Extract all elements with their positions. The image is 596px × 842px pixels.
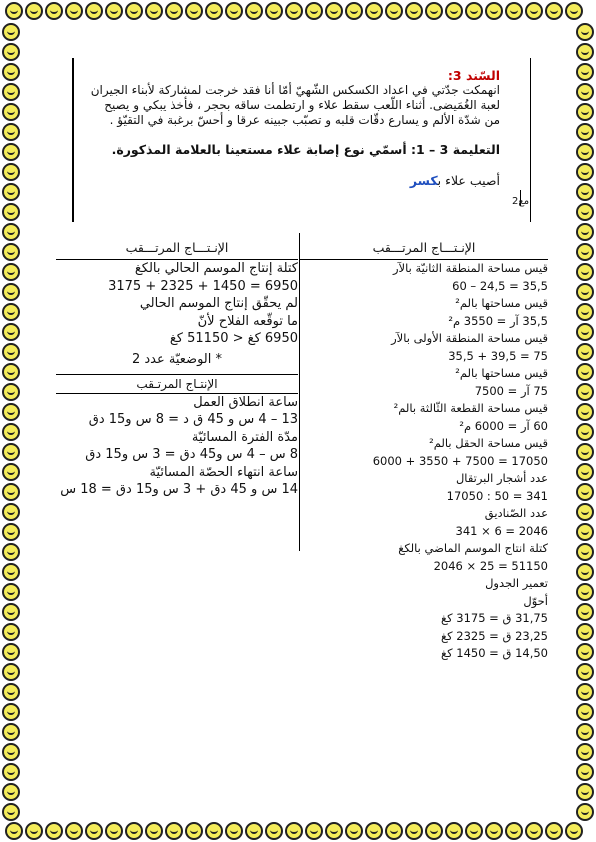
- text-line: 51150 = 25 × 2046: [433, 558, 548, 573]
- text-line: تعمير الجدول: [485, 576, 548, 590]
- smiley-icon: [2, 503, 20, 521]
- smiley-icon: [545, 822, 563, 840]
- smiley-icon: [45, 822, 63, 840]
- smiley-icon: [2, 83, 20, 101]
- smiley-icon: [185, 822, 203, 840]
- smiley-icon: [576, 583, 594, 601]
- text-line: قيس مساحتها بالم²: [455, 296, 548, 310]
- text-line: 31,75 ق = 3175 كغ: [440, 611, 548, 625]
- text-line: 13 – 4 س و 45 ق د = 8 س و15 دق: [88, 412, 298, 427]
- answer-line: [78, 173, 500, 188]
- smiley-icon: [576, 623, 594, 641]
- column-divider: [299, 233, 300, 551]
- smiley-icon: [2, 703, 20, 721]
- smiley-icon: [2, 143, 20, 161]
- smiley-icon: [576, 243, 594, 261]
- smiley-icon: [576, 163, 594, 181]
- task-instruction: التعليمة 3 – 1: أسمّي نوع إصابة علاء مستعينا بالعلامة المذكورة.: [111, 142, 500, 157]
- smiley-icon: [145, 2, 163, 20]
- text-line: 35,5 آر = 3550 م²: [448, 313, 548, 328]
- smiley-icon: [25, 2, 43, 20]
- text-line: عدد الصّناديق: [484, 506, 548, 520]
- answer-highlight: كسر: [409, 173, 438, 188]
- smiley-icon: [576, 463, 594, 481]
- smiley-icon: [576, 303, 594, 321]
- text-line: 23,25 ق = 2325 كغ: [440, 628, 548, 643]
- left-column-header: الإنـتـــاج المرتـــقب: [56, 232, 298, 260]
- sanad-box: [72, 58, 531, 222]
- smiley-icon: [2, 243, 20, 261]
- smiley-icon: [576, 143, 594, 161]
- smiley-icon: [2, 23, 20, 41]
- smiley-icon: [65, 2, 83, 20]
- smiley-icon: [85, 2, 103, 20]
- smiley-icon: [345, 2, 363, 20]
- smiley-icon: [285, 2, 303, 20]
- smiley-icon: [2, 663, 20, 681]
- smiley-icon: [576, 483, 594, 501]
- smiley-icon: [345, 822, 363, 840]
- text-line: ساعة انطلاق العمل: [193, 394, 298, 410]
- smiley-icon: [2, 563, 20, 581]
- smiley-icon: [2, 103, 20, 121]
- smiley-icon: [2, 543, 20, 561]
- text-line: كتلة إنتاج الموسم الحالي بالكغ: [134, 261, 298, 276]
- smiley-icon: [576, 23, 594, 41]
- smiley-icon: [2, 203, 20, 221]
- smiley-icon: [576, 783, 594, 801]
- right-column-header: الإنـتـــاج المرتـــقب: [300, 232, 548, 260]
- smiley-icon: [576, 743, 594, 761]
- smiley-icon: [576, 523, 594, 541]
- smiley-icon: [225, 2, 243, 20]
- text-line: 75 آر = 7500: [474, 383, 548, 398]
- smiley-icon: [205, 822, 223, 840]
- smiley-icon: [565, 822, 583, 840]
- smiley-icon: [505, 2, 523, 20]
- text-line: عدد أشجار البرتقال: [455, 471, 548, 485]
- text-line: 60 آر = 6000 م²: [459, 418, 548, 433]
- text-line: قيس مساحة المنطقة الأولى بالآر: [391, 331, 548, 345]
- text-line: لم يحقّق إنتاج الموسم الحالي: [139, 296, 298, 311]
- text-line: 2046 = 6 × 341: [455, 523, 548, 538]
- decorative-border-right: [576, 22, 594, 822]
- smiley-icon: [576, 703, 594, 721]
- smiley-icon: [576, 763, 594, 781]
- smiley-icon: [385, 2, 403, 20]
- smiley-icon: [576, 203, 594, 221]
- right-column-lines: [300, 260, 548, 663]
- smiley-icon: [105, 822, 123, 840]
- smiley-icon: [2, 423, 20, 441]
- decorative-border-top: [4, 2, 584, 20]
- smiley-icon: [2, 743, 20, 761]
- smiley-icon: [2, 643, 20, 661]
- text-line: 14 س و 45 دق + 3 س و15 دق = 18 س: [60, 482, 298, 497]
- text-line: 6950 = 1450 + 2325 + 3175: [108, 278, 298, 294]
- text-line: 14,50 ق = 1450 كغ: [440, 646, 548, 660]
- text-line: قيس مساحتها بالم²: [455, 366, 548, 380]
- text-line: قيس مساحة القطعة الثّالثة بالم²: [393, 401, 548, 415]
- text-line: 35,5 = 24,5 – 60: [452, 278, 548, 293]
- smiley-icon: [125, 2, 143, 20]
- decorative-border-left: [2, 22, 20, 822]
- smiley-icon: [576, 263, 594, 281]
- smiley-icon: [576, 563, 594, 581]
- right-column: [300, 232, 548, 663]
- smiley-icon: [165, 2, 183, 20]
- smiley-icon: [2, 323, 20, 341]
- smiley-icon: [2, 63, 20, 81]
- smiley-icon: [2, 623, 20, 641]
- smiley-icon: [545, 2, 563, 20]
- text-line: مدّة الفترة المسائيّة: [191, 429, 298, 445]
- smiley-icon: [465, 822, 483, 840]
- smiley-icon: [2, 183, 20, 201]
- smiley-icon: [576, 283, 594, 301]
- smiley-icon: [445, 822, 463, 840]
- smiley-icon: [2, 383, 20, 401]
- smiley-icon: [245, 2, 263, 20]
- smiley-icon: [445, 2, 463, 20]
- text-line: أحوّل: [523, 593, 548, 608]
- smiley-icon: [505, 822, 523, 840]
- smiley-icon: [2, 763, 20, 781]
- smiley-icon: [576, 423, 594, 441]
- smiley-icon: [205, 2, 223, 20]
- smiley-icon: [2, 603, 20, 621]
- smiley-icon: [25, 822, 43, 840]
- smiley-icon: [65, 822, 83, 840]
- smiley-icon: [576, 183, 594, 201]
- text-line: ما توقّعه الفلاح لأنّ: [197, 313, 298, 329]
- smiley-icon: [425, 822, 443, 840]
- smiley-icon: [85, 822, 103, 840]
- smiley-icon: [305, 2, 323, 20]
- smiley-icon: [5, 822, 23, 840]
- smiley-icon: [576, 383, 594, 401]
- left-column-lines-a: [56, 260, 298, 348]
- text-line: 8 س – 4 س و45 دق = 3 س و15 دق: [85, 447, 298, 462]
- smiley-icon: [385, 822, 403, 840]
- smiley-icon: [576, 83, 594, 101]
- smiley-icon: [576, 663, 594, 681]
- smiley-icon: [576, 323, 594, 341]
- smiley-icon: [576, 443, 594, 461]
- smiley-icon: [576, 123, 594, 141]
- smiley-icon: [245, 822, 263, 840]
- smiley-icon: [265, 2, 283, 20]
- smiley-icon: [2, 783, 20, 801]
- sanad-content: [78, 68, 500, 188]
- smiley-icon: [2, 483, 20, 501]
- smiley-icon: [5, 2, 23, 20]
- smiley-icon: [576, 223, 594, 241]
- smiley-icon: [525, 2, 543, 20]
- smiley-icon: [2, 443, 20, 461]
- smiley-icon: [425, 2, 443, 20]
- smiley-icon: [2, 723, 20, 741]
- sanad-line: انهمكت جدّتي في اعداد الكسكس الشّهيّ أمّا أنا فقد خرجت لمشاركة لأبناء الجيران: [90, 83, 500, 97]
- sanad-line: من شدّة الألم و يسارع دقّات قلبه و تصبّب جبينه عرقا و أحسّ برغبة في التقيّؤ .: [109, 113, 500, 127]
- smiley-icon: [576, 403, 594, 421]
- smiley-icon: [2, 803, 20, 821]
- smiley-icon: [576, 683, 594, 701]
- smiley-icon: [365, 822, 383, 840]
- smiley-icon: [576, 723, 594, 741]
- smiley-icon: [576, 43, 594, 61]
- margin-mark: مع2: [512, 196, 530, 207]
- smiley-icon: [405, 822, 423, 840]
- smiley-icon: [2, 303, 20, 321]
- smiley-icon: [576, 643, 594, 661]
- smiley-icon: [125, 822, 143, 840]
- smiley-icon: [165, 822, 183, 840]
- decorative-border-bottom: [4, 822, 584, 840]
- smiley-icon: [2, 283, 20, 301]
- smiley-icon: [105, 2, 123, 20]
- smiley-icon: [145, 822, 163, 840]
- smiley-icon: [2, 583, 20, 601]
- smiley-icon: [2, 223, 20, 241]
- smiley-icon: [2, 363, 20, 381]
- smiley-icon: [2, 403, 20, 421]
- smiley-icon: [576, 363, 594, 381]
- smiley-icon: [485, 822, 503, 840]
- smiley-icon: [2, 463, 20, 481]
- smiley-icon: [325, 822, 343, 840]
- text-line: قيس مساحة المنطقة الثانيّة بالآر: [392, 261, 548, 275]
- sanad-line: لعبة الغُمَيضى. أثناء اللّعب سقط علاء و ارتطمت ساقه بحجر ، فأخذ يبكي و يصيح: [104, 98, 500, 112]
- text-line: 341 = 50 : 17050: [446, 488, 548, 503]
- smiley-icon: [576, 63, 594, 81]
- smiley-icon: [225, 822, 243, 840]
- text-line: 75 = 39,5 + 35,5: [448, 348, 548, 363]
- smiley-icon: [2, 523, 20, 541]
- smiley-icon: [2, 263, 20, 281]
- smiley-icon: [2, 343, 20, 361]
- text-line: كتلة انتاج الموسم الماضي بالكغ: [398, 541, 548, 555]
- smiley-icon: [576, 603, 594, 621]
- left-column-lines-b: [56, 394, 298, 499]
- smiley-icon: [2, 123, 20, 141]
- smiley-icon: [576, 543, 594, 561]
- answer-prefix: أصيب علاء ب: [437, 173, 500, 188]
- left-column: [56, 232, 298, 499]
- sanad-title: السّند 3:: [447, 68, 500, 83]
- smiley-icon: [365, 2, 383, 20]
- smiley-icon: [525, 822, 543, 840]
- smiley-icon: [405, 2, 423, 20]
- left-section-header: الإنتـاج المرتـقب: [56, 374, 298, 394]
- smiley-icon: [45, 2, 63, 20]
- smiley-icon: [325, 2, 343, 20]
- smiley-icon: [265, 822, 283, 840]
- smiley-icon: [485, 2, 503, 20]
- smiley-icon: [285, 822, 303, 840]
- smiley-icon: [576, 803, 594, 821]
- smiley-icon: [2, 163, 20, 181]
- smiley-icon: [565, 2, 583, 20]
- text-line: 6950 كغ < 51150 كغ: [169, 331, 298, 346]
- smiley-icon: [576, 343, 594, 361]
- smiley-icon: [185, 2, 203, 20]
- text-line: ساعة انتهاء الحصّة المسائيّة: [149, 464, 298, 480]
- smiley-icon: [576, 103, 594, 121]
- text-line: 17050 = 7500 + 3550 + 6000: [372, 453, 548, 468]
- smiley-icon: [2, 43, 20, 61]
- smiley-icon: [2, 683, 20, 701]
- text-line: قيس مساحة الحقل بالم²: [429, 436, 548, 450]
- smiley-icon: [465, 2, 483, 20]
- situation-label: * الوضعيّة عدد 2: [131, 351, 223, 367]
- smiley-icon: [576, 503, 594, 521]
- smiley-icon: [305, 822, 323, 840]
